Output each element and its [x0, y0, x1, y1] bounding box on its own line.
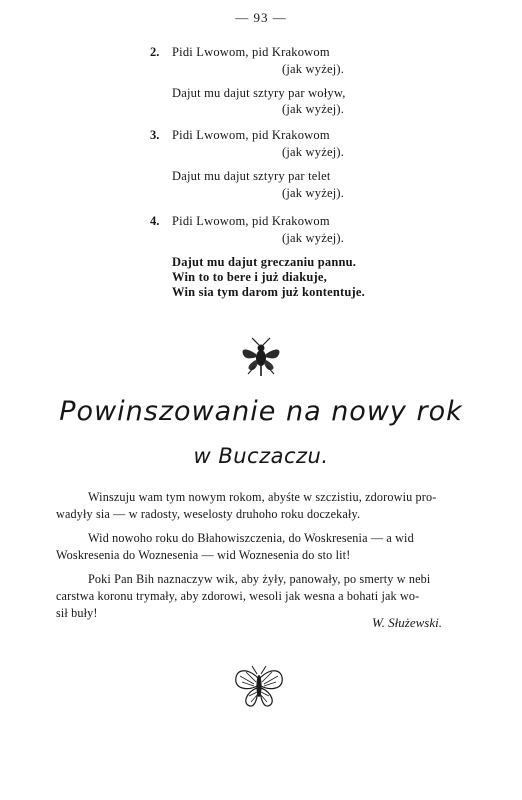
paragraph-line: Woskresenia do Woznesenia — wid Woznesenia do sto lit! — [56, 548, 351, 562]
verse-line: (jak wyżej). — [282, 231, 345, 245]
paragraph-line: Poki Pan Bih naznaczyw wik, aby żyły, panowały, po smerty w nebi — [88, 572, 431, 586]
verse-line: (jak wyżej). — [282, 145, 345, 159]
paragraph-line: Wid nowoho roku do Błahowiszczenia, do Woskresenia — a wid — [88, 531, 414, 545]
verse-closing-line: Win to to bere i już diakuje, — [172, 270, 327, 284]
section-subtitle: w Buczaczu. — [193, 444, 329, 468]
verse-number: 2. — [150, 45, 160, 59]
verse-line: Dajut mu dajut sztyry par telet — [172, 169, 331, 183]
paragraph-line: wadyły sia — w radosty, weselosty druhoho roku doczekały. — [56, 507, 361, 521]
page-number: — 93 — — [235, 10, 287, 25]
verse-line: (jak wyżej). — [282, 186, 345, 200]
verse-number: 3. — [150, 128, 160, 142]
verse-line: Pidi Lwowom, pid Krakowom — [172, 45, 330, 59]
paragraph-line: sił buły! — [56, 606, 98, 620]
verse-closing-line: Dajut mu dajut greczaniu pannu. — [172, 255, 357, 269]
verse-number: 4. — [150, 214, 160, 228]
verse-line: Pidi Lwowom, pid Krakowom — [172, 214, 330, 228]
paragraph-line: carstwa koronu trymały, aby zdorowi, wesoli jak wesna a bohati jak wo- — [56, 589, 420, 603]
moth-ornament-icon — [232, 664, 286, 710]
verse-line: (jak wyżej). — [282, 62, 345, 76]
verse-line: Pidi Lwowom, pid Krakowom — [172, 128, 330, 142]
bee-ornament-icon — [238, 336, 284, 378]
verse-line: (jak wyżej). — [282, 102, 345, 116]
verse-closing-line: Win sia tym darom już kontentuje. — [172, 285, 365, 299]
section-title: Powinszowanie na nowy rok — [59, 396, 463, 427]
verse-line: Dajut mu dajut sztyry par woływ, — [172, 86, 346, 100]
paragraph-line: Winszuju wam tym nowym rokom, abyśte w szczistiu, zdorowiu pro- — [88, 490, 437, 504]
author-signature: W. Służewski. — [372, 615, 442, 630]
